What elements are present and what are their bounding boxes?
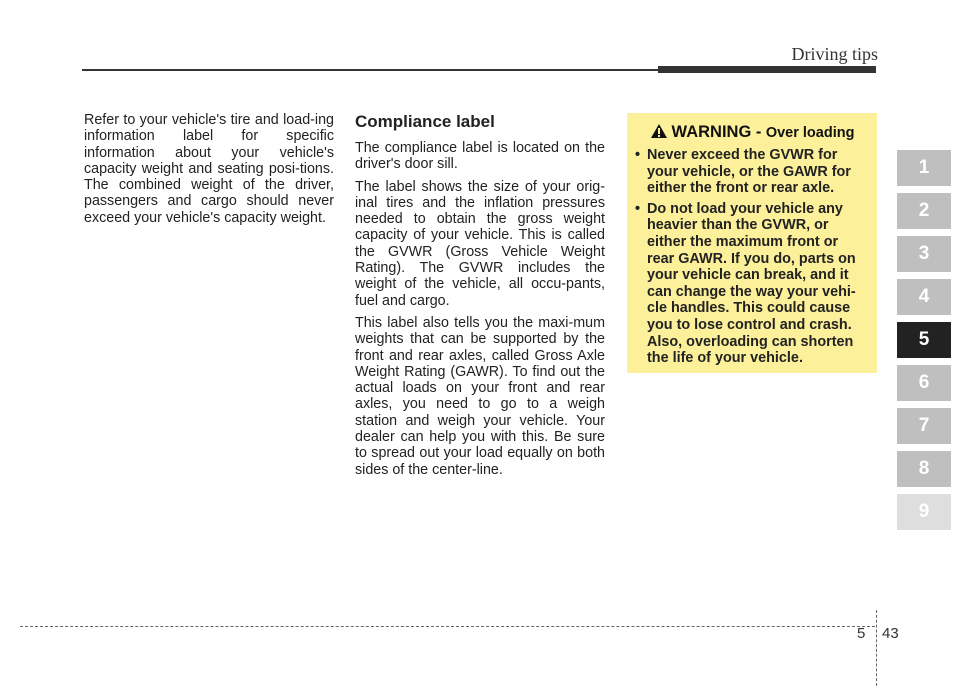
chapter-tab-5[interactable]: 5 [897, 322, 951, 358]
bullet: • [635, 200, 641, 217]
left-column [84, 112, 334, 232]
warning-list [635, 147, 869, 371]
footer-page-number: 43 [882, 625, 899, 642]
footer-divider [876, 610, 877, 686]
warning-header [627, 123, 877, 144]
chapter-tab-7[interactable]: 7 [897, 408, 951, 444]
chapter-tab-1[interactable]: 1 [897, 150, 951, 186]
compliance-paragraph-3: This label also tells you the maxi-mum weights that can be supported by the front and rear axles, called Gross Axle Weight Rating (GAWR). To find out the actual loads on your front and rear axles, you need to go to a weigh station and weigh your vehicle. Your dealer can help you with this. Be sure to spread out your load equally on both sides of the center-line. [355, 314, 605, 478]
warning-triangle-icon [650, 123, 668, 144]
chapter-tab-8[interactable]: 8 [897, 451, 951, 487]
intro-paragraph: Refer to your vehicle's tire and load-ing information label for specific information about your vehicle's capacity weight and seating posi-tions. The combined weight of the driver, passengers and cargo should never exceed your vehicle's capacity weight. [84, 112, 334, 226]
middle-column [355, 112, 605, 484]
compliance-paragraph-1: The compliance label is located on the driver's door sill. [355, 140, 605, 173]
chapter-tabs [897, 150, 951, 537]
bullet: • [635, 147, 641, 163]
warning-item-1-text: Never exceed the GVWR for your vehicle, or the GAWR for either the front or rear axle. [647, 147, 851, 197]
warning-box [627, 113, 877, 373]
warning-item-2 [635, 201, 869, 367]
chapter-tab-2[interactable]: 2 [897, 193, 951, 229]
header-rule [82, 69, 658, 71]
compliance-paragraph-2: The label shows the size of your orig-inal tires and the inflation pressures needed to obtain the gross weight capacity of your vehicle. This is called the GVWR (Gross Vehicle Weight Rating). The GVWR includes the weight of the vehicle, all occu-pants, fuel and cargo. [355, 178, 605, 309]
footer-rule [20, 626, 875, 627]
warning-title: WARNING - [671, 123, 762, 141]
chapter-tab-6[interactable]: 6 [897, 365, 951, 401]
chapter-tab-9[interactable]: 9 [897, 494, 951, 530]
header-rule-thick [658, 66, 876, 73]
page-header-title: Driving tips [791, 44, 878, 64]
footer-chapter-number: 5 [857, 625, 866, 642]
chapter-tab-3[interactable]: 3 [897, 236, 951, 272]
warning-item-1 [635, 147, 869, 197]
warning-subtitle: Over loading [765, 125, 855, 141]
warning-item-2-text: Do not load your vehicle any heavier than the GVWR, or either the maximum front or rear GAWR. If you do, parts on your vehicle can break, and it can change the way your vehi-cle handles. This could cause you to lose control and crash. Also, overloading can shorten the life of your vehicle. [647, 200, 856, 367]
compliance-heading: Compliance label [355, 112, 495, 131]
chapter-tab-4[interactable]: 4 [897, 279, 951, 315]
